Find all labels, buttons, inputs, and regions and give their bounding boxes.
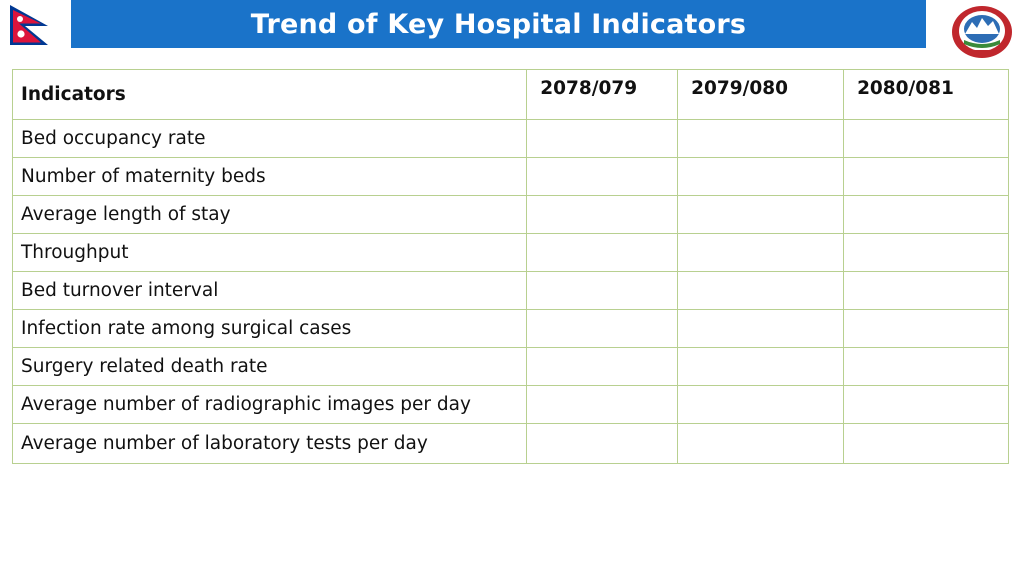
indicator-label: Bed turnover interval — [13, 272, 527, 310]
table-row — [13, 272, 1009, 310]
table-cell — [844, 272, 1009, 310]
table-cell — [678, 272, 844, 310]
table-cell — [678, 386, 844, 424]
table-row — [13, 386, 1009, 424]
table-cell — [844, 348, 1009, 386]
nepal-flag-icon — [8, 4, 50, 46]
table-row — [13, 158, 1009, 196]
table-cell — [527, 348, 678, 386]
table-cell — [678, 310, 844, 348]
table-row — [13, 348, 1009, 386]
table-cell — [678, 120, 844, 158]
table-cell — [678, 424, 844, 464]
table-cell — [527, 310, 678, 348]
table-row — [13, 310, 1009, 348]
table-cell — [527, 158, 678, 196]
table-cell — [678, 234, 844, 272]
table-cell — [844, 234, 1009, 272]
indicator-label: Number of maternity beds — [13, 158, 527, 196]
table-cell — [678, 158, 844, 196]
table-cell — [678, 196, 844, 234]
table-row — [13, 424, 1009, 464]
table-cell — [527, 234, 678, 272]
indicator-label: Average number of laboratory tests per day — [13, 424, 527, 464]
page-title: Trend of Key Hospital Indicators — [250, 8, 747, 40]
indicator-label: Average number of radiographic images per day — [13, 386, 527, 424]
table-header-row — [13, 70, 1009, 120]
table-cell — [678, 348, 844, 386]
nepal-emblem-icon — [950, 4, 1014, 60]
header-indicators: Indicators — [13, 70, 527, 120]
table-row — [13, 196, 1009, 234]
table-cell — [844, 310, 1009, 348]
header-year-1: 2078/079 — [527, 70, 678, 120]
table-cell — [844, 196, 1009, 234]
indicator-label: Infection rate among surgical cases — [13, 310, 527, 348]
indicators-table — [12, 69, 1009, 464]
indicator-label: Bed occupancy rate — [13, 120, 527, 158]
table-cell — [844, 120, 1009, 158]
table-cell — [844, 424, 1009, 464]
table-cell — [527, 120, 678, 158]
indicator-label: Average length of stay — [13, 196, 527, 234]
table-row — [13, 120, 1009, 158]
title-bar — [71, 0, 926, 48]
indicator-label: Throughput — [13, 234, 527, 272]
table-cell — [844, 386, 1009, 424]
table-cell — [527, 386, 678, 424]
table-cell — [527, 196, 678, 234]
table-cell — [527, 272, 678, 310]
header-year-2: 2079/080 — [678, 70, 844, 120]
table-row — [13, 234, 1009, 272]
table-cell — [527, 424, 678, 464]
table-cell — [844, 158, 1009, 196]
header-year-3: 2080/081 — [844, 70, 1009, 120]
indicator-label: Surgery related death rate — [13, 348, 527, 386]
